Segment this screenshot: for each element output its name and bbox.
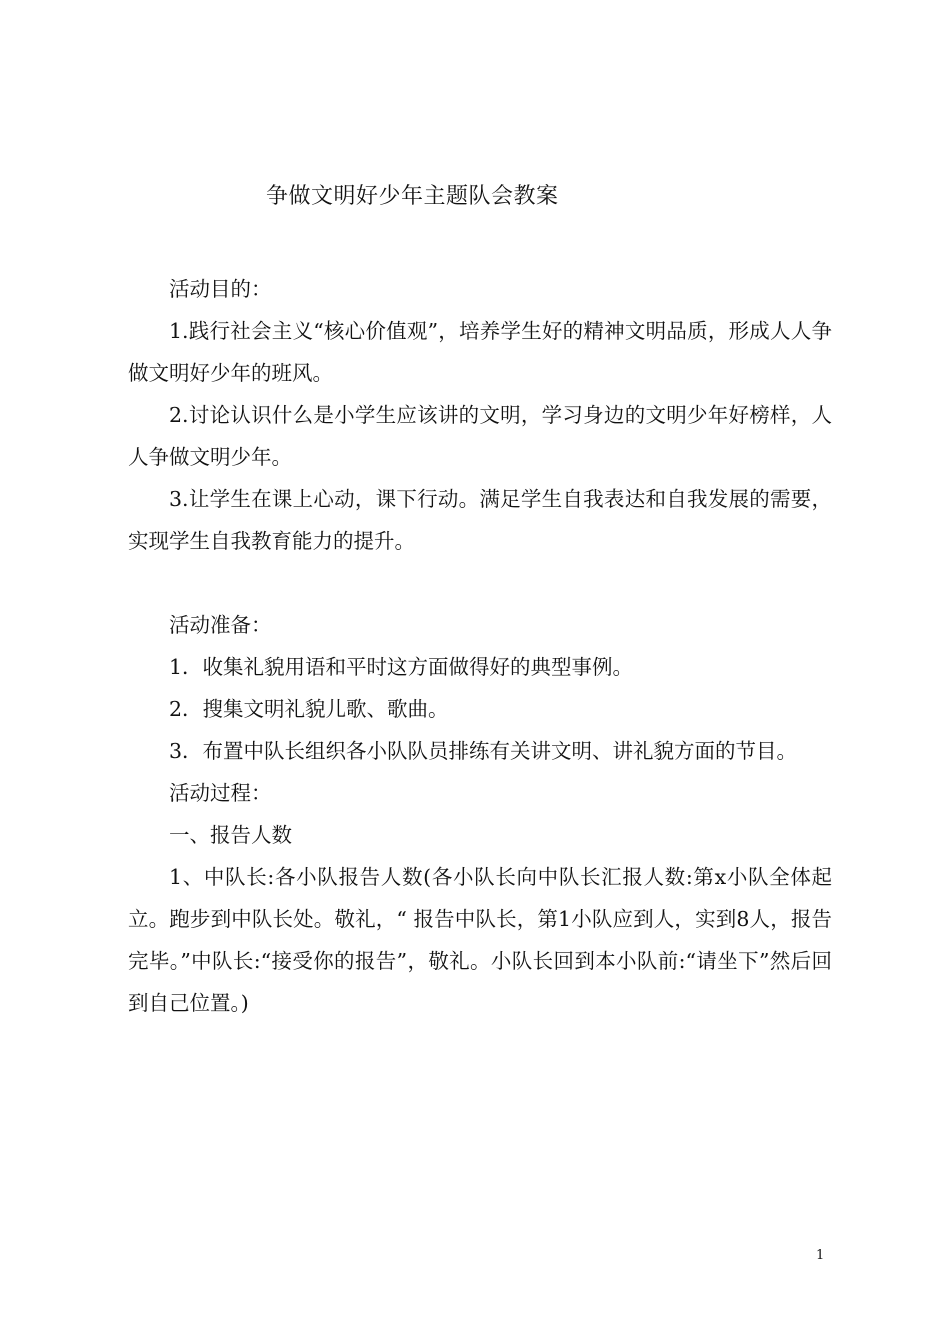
paragraph-spacer (128, 562, 832, 604)
preparation-item: 1．收集礼貌用语和平时这方面做得好的典型事例。 (169, 655, 634, 679)
preparation-item: 2．搜集文明礼貌儿歌、歌曲。 (169, 697, 449, 721)
document-title: 争做文明好少年主题队会教案 (266, 184, 559, 209)
purpose-heading: 活动目的： (169, 277, 272, 301)
process-subheading: 一、报告人数 (169, 823, 292, 847)
preparation-item: 3．布置中队长组织各小队队员排练有关讲文明、讲礼貌方面的节目。 (169, 739, 798, 763)
purpose-item: 2.讨论认识什么是小学生应该讲的文明，学习身边的文明少年好榜样，人人争做文明少年。 (128, 403, 832, 469)
purpose-item: 1.践行社会主义“核心价值观”，培养学生好的精神文明品质，形成人人争做文明好少年的班风。 (128, 319, 832, 385)
page-number: 1 (816, 1248, 825, 1263)
process-item: 1、中队长:各小队报告人数(各小队长向中队长汇报人数:第x小队全体起立。跑步到中队长处。敬礼，“ 报告中队长，第1小队应到人，实到8人，报告完毕。”中队长:“接受你的报告”，敬礼。小队长回到本小队前:“请坐下”然后回到自己位置。) (128, 865, 832, 1015)
preparation-heading: 活动准备： (169, 613, 272, 637)
process-heading: 活动过程： (169, 781, 272, 805)
purpose-item: 3.让学生在课上心动，课下行动。满足学生自我表达和自我发展的需要，实现学生自我教育能力的提升。 (128, 487, 832, 553)
document-body (128, 268, 832, 1024)
